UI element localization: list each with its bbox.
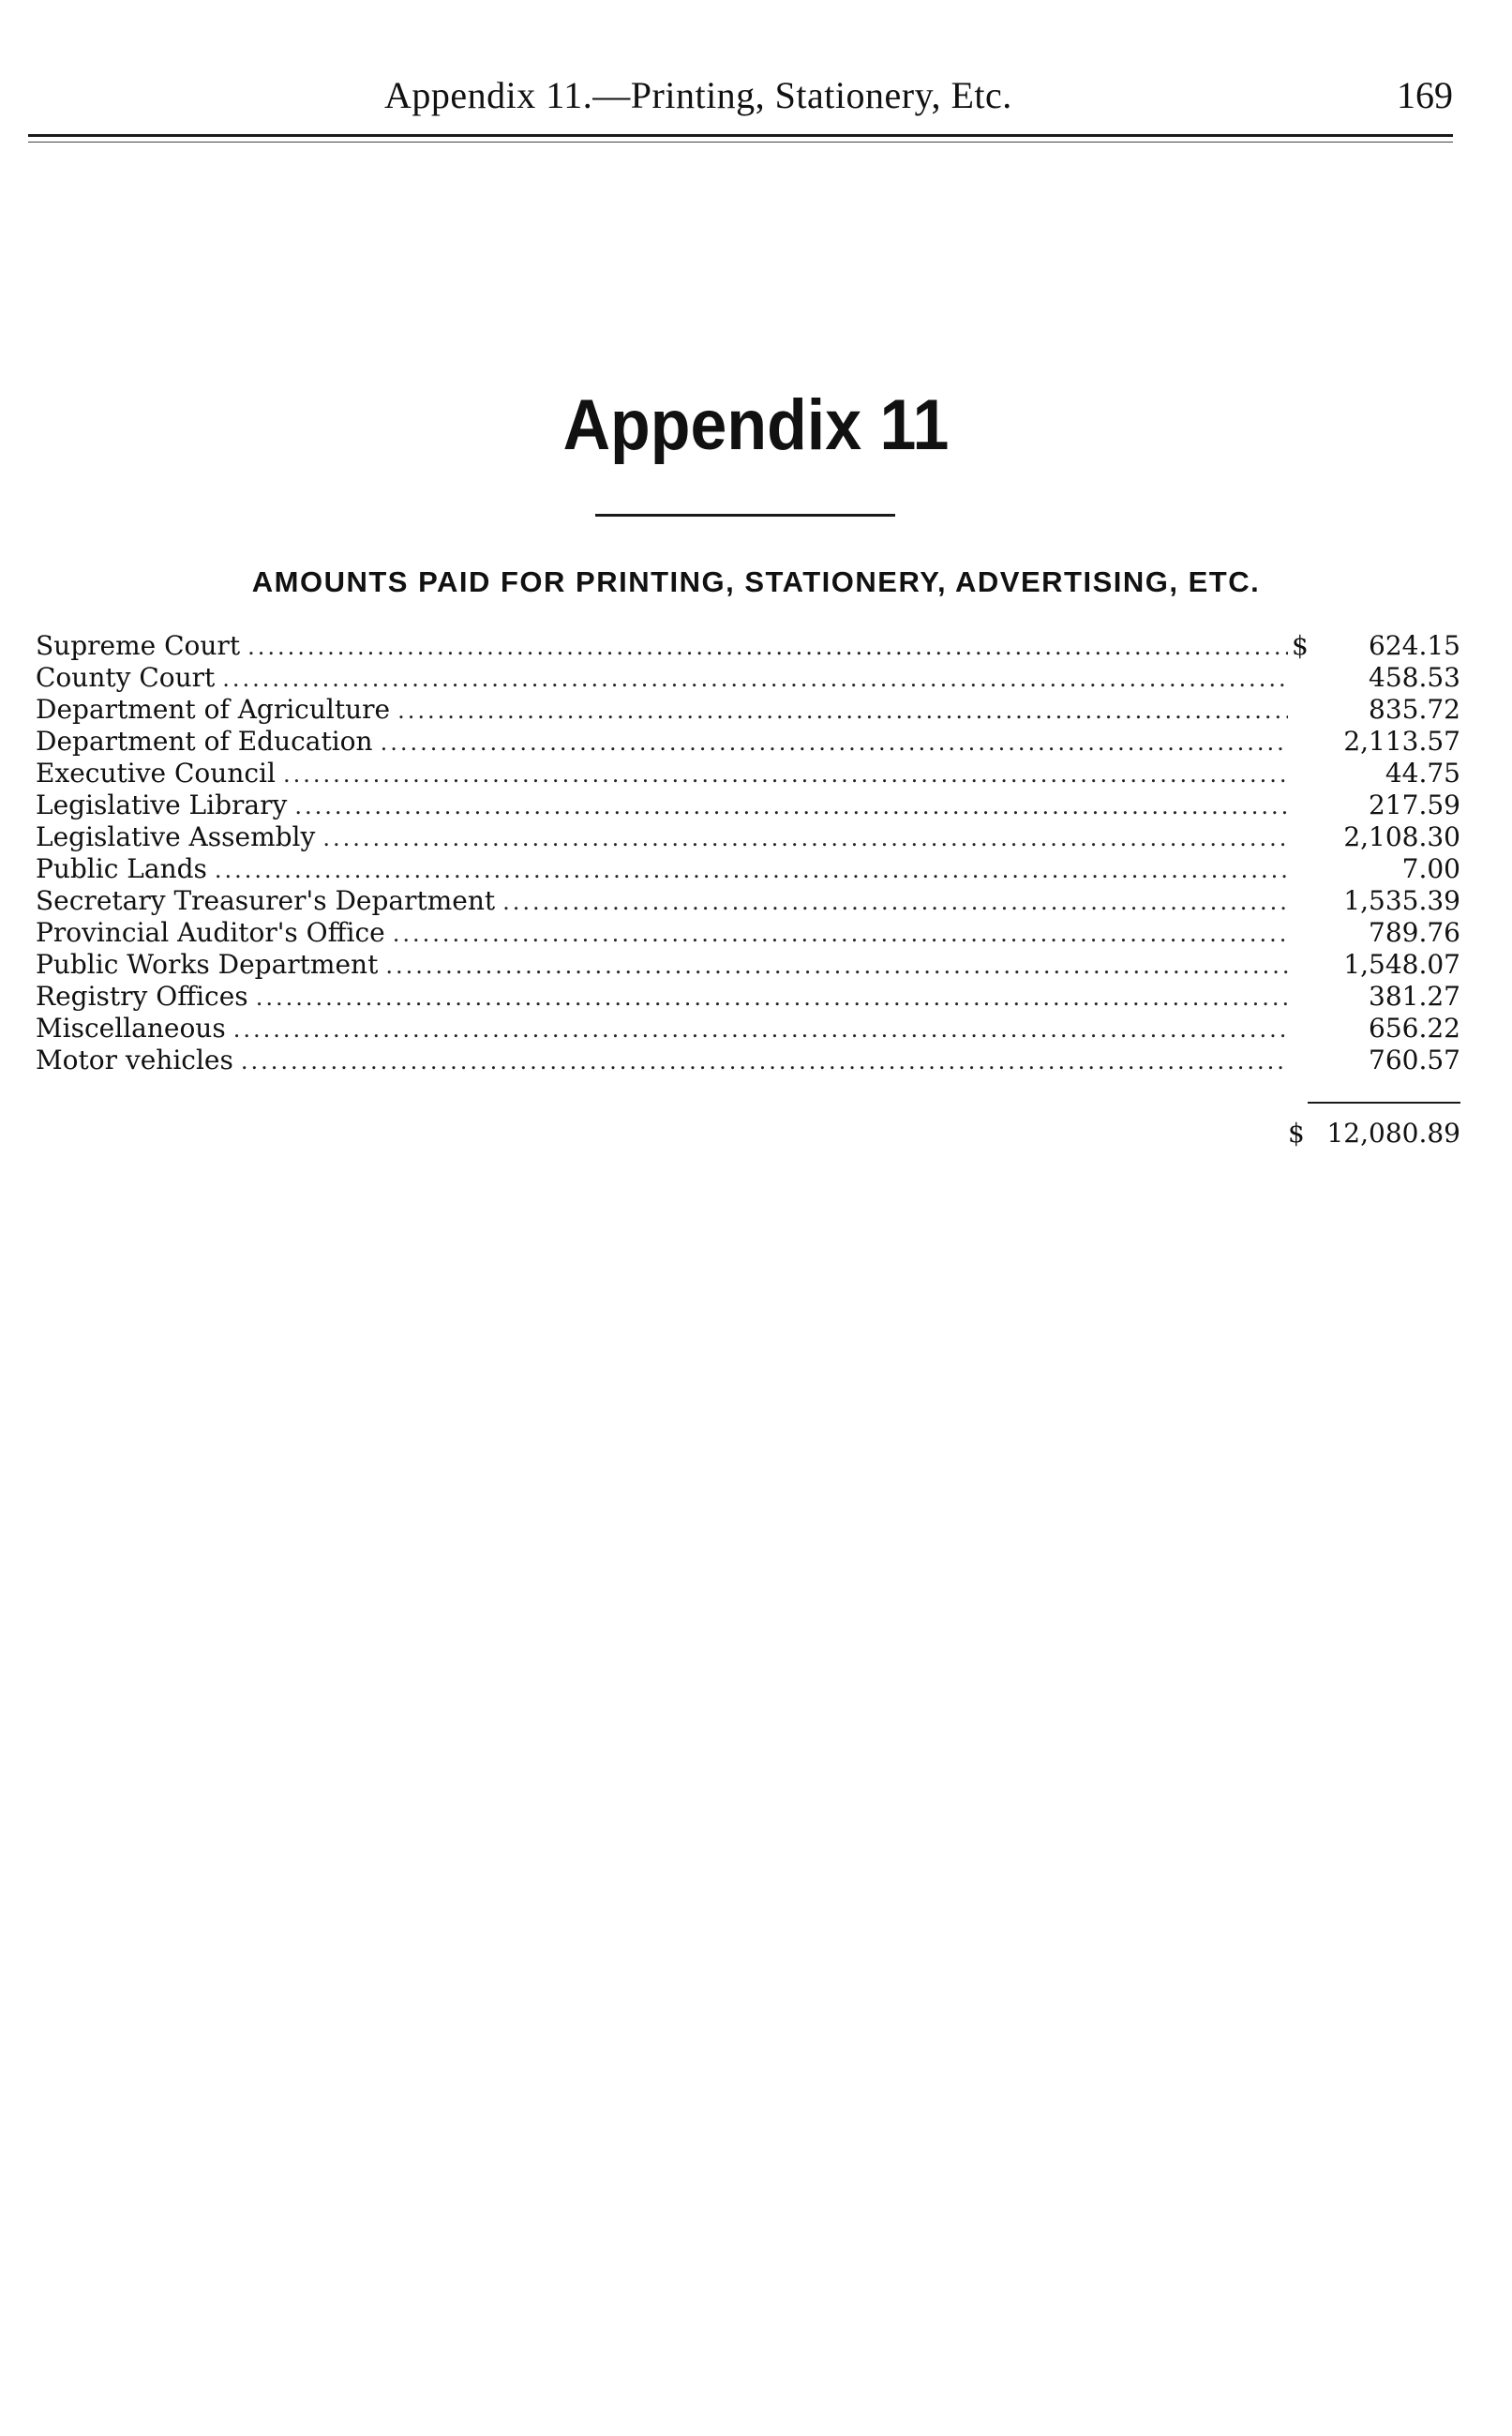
expense-ledger: [36, 630, 1460, 1076]
dot-leader: [294, 790, 1288, 822]
row-label: Motor vehicles: [36, 1045, 233, 1075]
row-label: County Court: [36, 662, 216, 693]
ledger-row: [36, 694, 1460, 726]
row-amount: 7.00: [1401, 853, 1460, 884]
ledger-row: [36, 1013, 1460, 1045]
row-amount: 1,535.39: [1343, 885, 1460, 916]
ledger-row: [36, 758, 1460, 789]
running-title: Appendix 11.—Printing, Stationery, Etc.: [384, 74, 1012, 116]
row-amount: 656.22: [1369, 1013, 1460, 1044]
ledger-row: [36, 981, 1460, 1013]
ledger-row: [36, 662, 1460, 694]
row-label: Provincial Auditor's Office: [36, 917, 385, 948]
row-amount: 217.59: [1369, 789, 1460, 820]
row-label: Supreme Court: [36, 630, 241, 661]
row-label: Public Lands: [36, 853, 207, 884]
row-amount: 44.75: [1385, 758, 1460, 789]
dot-leader: [385, 950, 1288, 982]
row-amount: 835.72: [1369, 694, 1460, 725]
dot-leader: [397, 695, 1288, 727]
header-rule: [28, 134, 1453, 137]
row-currency: $: [1292, 630, 1309, 661]
ledger-row: [36, 1045, 1460, 1076]
ledger-row: [36, 630, 1460, 662]
dot-leader: [283, 759, 1288, 790]
row-amount: 760.57: [1369, 1045, 1460, 1075]
title-rule: [595, 514, 895, 517]
row-label: Department of Agriculture: [36, 694, 391, 725]
dot-leader: [393, 918, 1288, 950]
appendix-title: Appendix 11: [562, 385, 950, 465]
row-label: Legislative Assembly: [36, 821, 316, 852]
row-label: Executive Council: [36, 758, 276, 789]
row-label: Secretary Treasurer's Department: [36, 885, 496, 916]
total-amount: 12,080.89: [1326, 1118, 1460, 1149]
dot-leader: [322, 822, 1288, 854]
total-rule: [1308, 1102, 1460, 1104]
header-rule-thin: [28, 142, 1453, 143]
row-amount: 789.76: [1369, 917, 1460, 948]
dot-leader: [247, 631, 1288, 663]
ledger-row: [36, 885, 1460, 917]
ledger-row: [36, 853, 1460, 885]
running-header: [28, 73, 1453, 129]
row-amount: 458.53: [1369, 662, 1460, 693]
dot-leader: [502, 886, 1288, 918]
total-currency: $: [1288, 1118, 1305, 1149]
row-label: Miscellaneous: [36, 1013, 226, 1044]
row-label: Registry Offices: [36, 981, 248, 1012]
ledger-row: [36, 917, 1460, 949]
row-label: Legislative Library: [36, 789, 288, 820]
row-label: Public Works Department: [36, 949, 379, 980]
dot-leader: [215, 854, 1288, 886]
row-amount: 381.27: [1369, 981, 1460, 1012]
row-amount: 2,113.57: [1343, 726, 1460, 757]
ledger-row: [36, 821, 1460, 853]
dot-leader: [233, 1014, 1288, 1045]
ledger-row: [36, 789, 1460, 821]
ledger-row: [36, 726, 1460, 758]
dot-leader: [381, 727, 1288, 759]
dot-leader: [241, 1045, 1288, 1077]
row-label: Department of Education: [36, 726, 373, 757]
page-number: 169: [1397, 74, 1453, 116]
dot-leader: [222, 663, 1288, 695]
ledger-row: [36, 949, 1460, 981]
dot-leader: [256, 982, 1288, 1014]
row-amount: 1,548.07: [1343, 949, 1460, 980]
total-row: [1288, 1118, 1460, 1150]
section-heading: AMOUNTS PAID FOR PRINTING, STATIONERY, ADVERTISING, ETC.: [251, 565, 1261, 598]
row-amount: 2,108.30: [1343, 821, 1460, 852]
row-amount: 624.15: [1369, 630, 1460, 661]
